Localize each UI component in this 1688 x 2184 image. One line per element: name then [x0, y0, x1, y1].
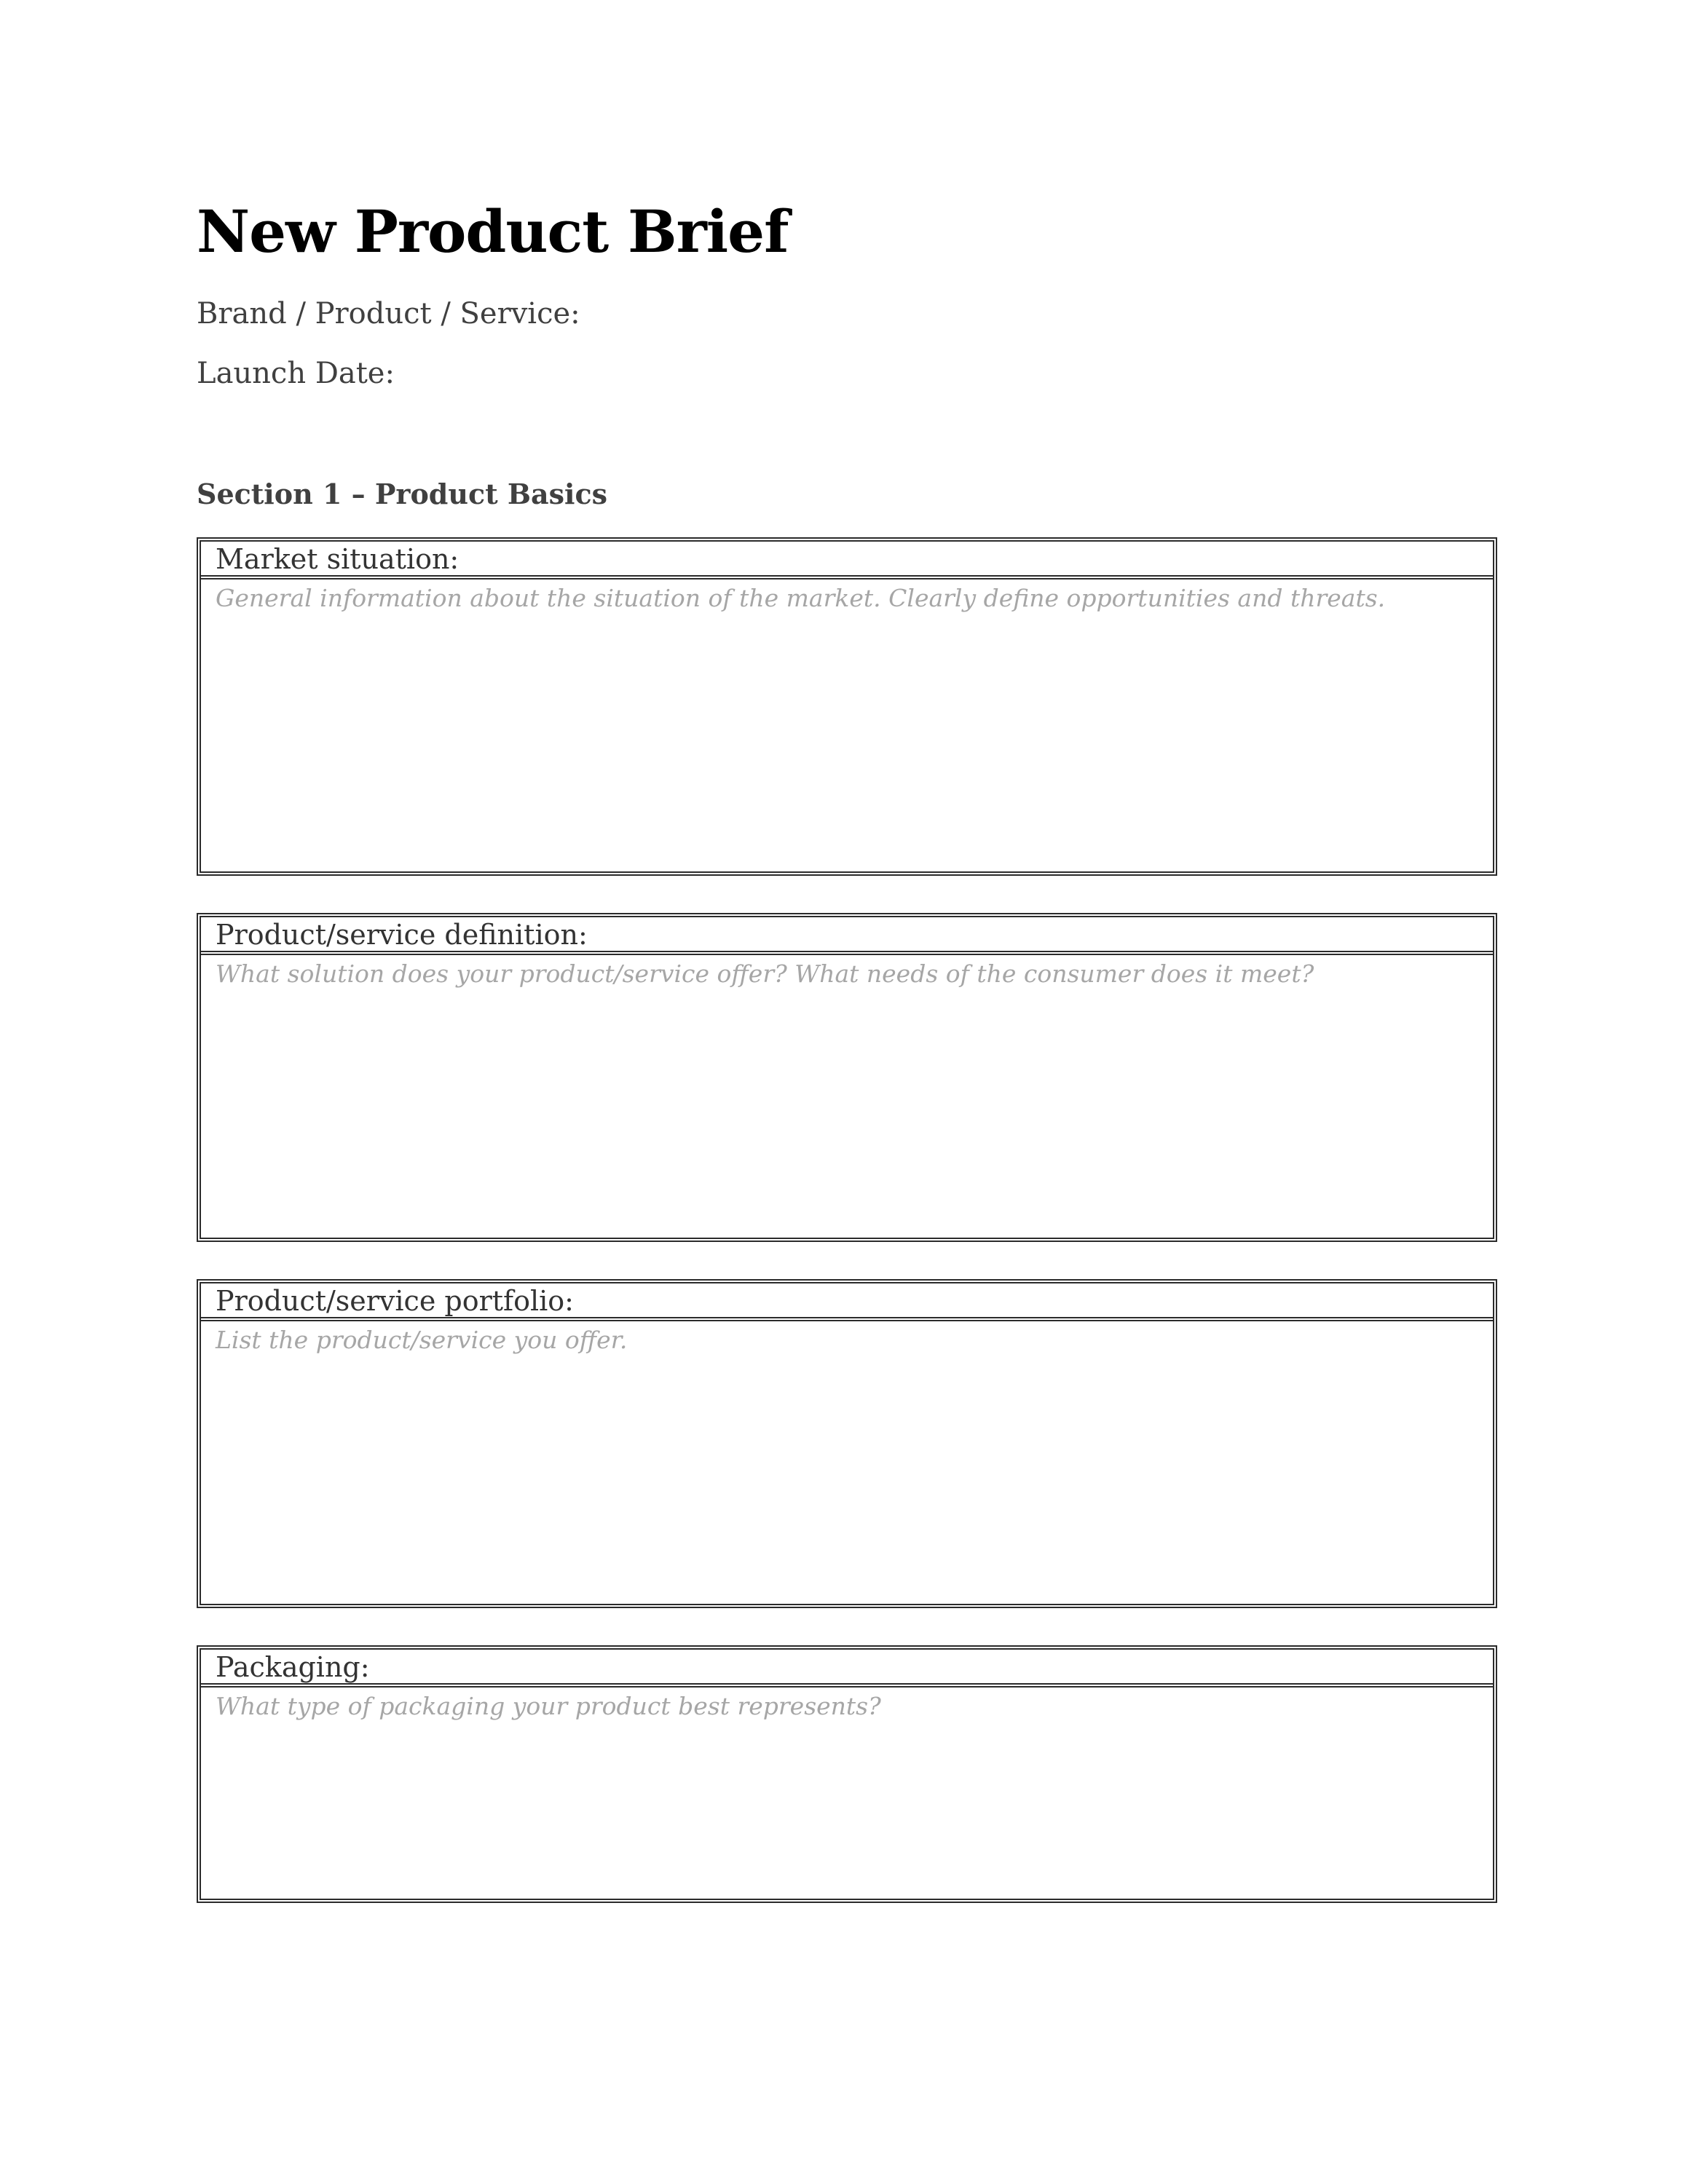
market-situation-field[interactable]: General information about the situation of the market. Clearly define opportunities and threats.: [216, 584, 1386, 612]
product-service-definition-label: Product/service definition:: [201, 917, 1493, 955]
product-service-portfolio-field[interactable]: List the product/service you offer.: [216, 1326, 628, 1354]
product-service-definition-field[interactable]: What solution does your product/service offer? What needs of the consumer does it meet?: [216, 960, 1314, 988]
launch-date-label: Launch Date:: [197, 357, 395, 390]
market-situation-box: [197, 537, 1497, 876]
packaging-label: Packaging:: [201, 1650, 1493, 1688]
section-heading: Section 1 – Product Basics: [197, 478, 608, 510]
brand-product-service-label: Brand / Product / Service:: [197, 297, 580, 331]
packaging-box: [197, 1645, 1497, 1903]
packaging-field[interactable]: What type of packaging your product best represents?: [216, 1692, 881, 1720]
market-situation-label: Market situation:: [201, 542, 1493, 579]
product-service-portfolio-box: [197, 1279, 1497, 1608]
page-title: New Product Brief: [197, 197, 789, 266]
product-service-portfolio-label: Product/service portfolio:: [201, 1283, 1493, 1321]
product-service-definition-box: [197, 913, 1497, 1242]
